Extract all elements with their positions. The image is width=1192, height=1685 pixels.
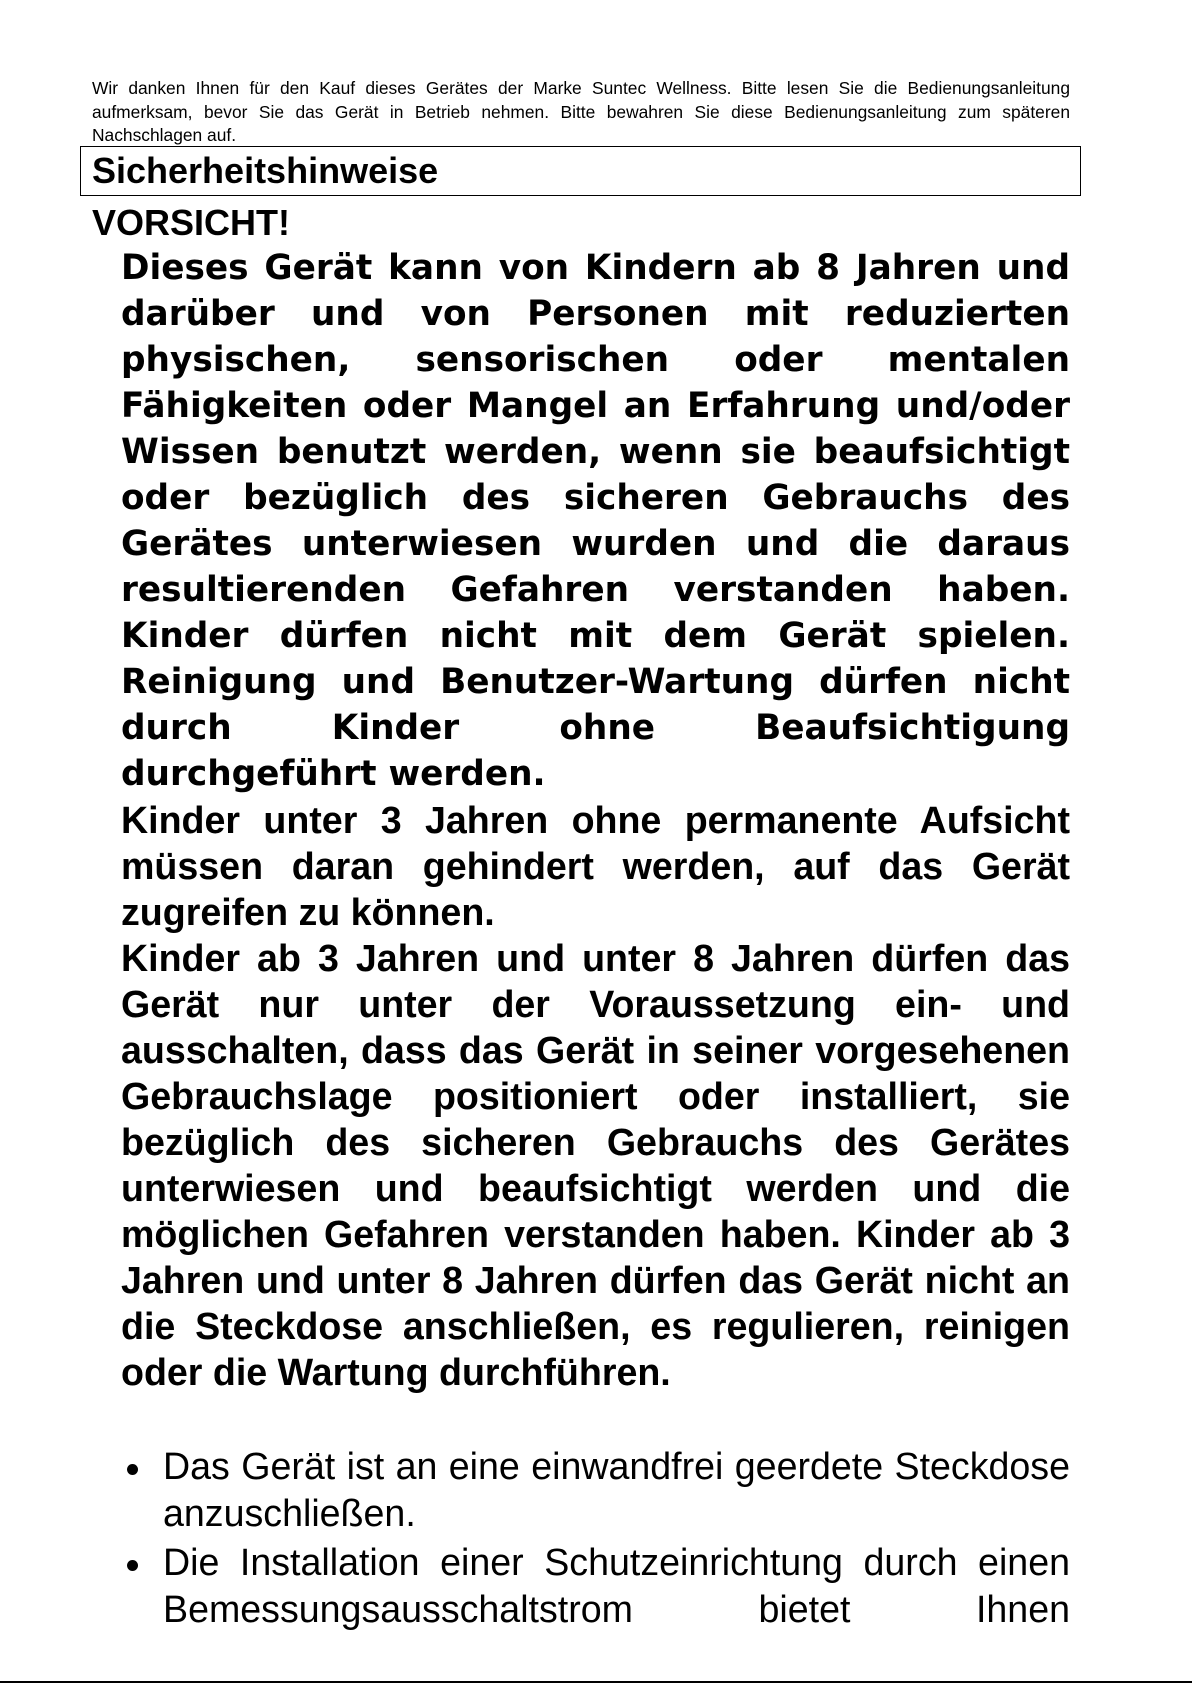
paragraph-children-3-to-8: Kinder ab 3 Jahren und unter 8 Jahren dürfen das Gerät nur unter der Voraussetzung ein- und ausschalten, dass das Gerät in seiner vorgesehenen Gebrauchslage positioniert oder installiert, sie bezüglich des sicheren Gebrauchs des Gerätes unterwiesen und beaufsichtigt werden und die möglichen Gefahren verstanden haben. Kinder ab 3 Jahren und unter 8 Jahren dürfen das Gerät nicht an die Steckdose anschließen, es regulieren, reinigen oder die Wartung durchführen. [121, 937, 1070, 1393]
list-item [121, 1443, 1070, 1537]
safety-bullet-list [121, 1443, 1070, 1633]
bullet-text: Die Installation einer Schutzeinrichtung durch einen Bemessungsausschaltstrom bietet Ihnen [163, 1541, 1070, 1630]
paragraph-children-under-3: Kinder unter 3 Jahren ohne permanente Aufsicht müssen daran gehindert werden, auf das Gerät zugreifen zu können. [121, 799, 1070, 933]
section-heading-box [80, 146, 1081, 196]
section-title: Sicherheitshinweise [92, 150, 439, 191]
page-bottom-divider [0, 1681, 1192, 1683]
list-item [121, 1539, 1070, 1633]
bullet-text: Das Gerät ist an eine einwandfrei geerdete Steckdose anzuschließen. [163, 1445, 1070, 1534]
intro-text: Wir danken Ihnen für den Kauf dieses Gerätes der Marke Suntec Wellness. Bitte lesen Sie die Bedienungsanleitung aufmerksam, bevor Sie das Gerät in Betrieb nehmen. Bitte bewahren Sie diese Bedienungsanleitung zum späteren Nachschlagen auf. [92, 78, 1070, 145]
warning-paragraph: Dieses Gerät kann von Kindern ab 8 Jahren und darüber und von Personen mit reduzierten physischen, sensorischen oder mentalen Fähigkeiten oder Mangel an Erfahrung und/oder Wissen benutzt werden, wenn sie beaufsichtigt oder bezüglich des sicheren Gebrauchs des Gerätes unterwiesen wurden und die daraus resultierenden Gefahren verstanden haben. Kinder dürfen nicht mit dem Gerät spielen. Reinigung und Benutzer-Wartung dürfen nicht durch Kinder ohne Beaufsichtigung durchgeführt werden. [121, 248, 1070, 794]
caution-label: VORSICHT! [92, 202, 290, 243]
bullet-icon [127, 1560, 138, 1571]
bullet-icon [127, 1464, 138, 1475]
